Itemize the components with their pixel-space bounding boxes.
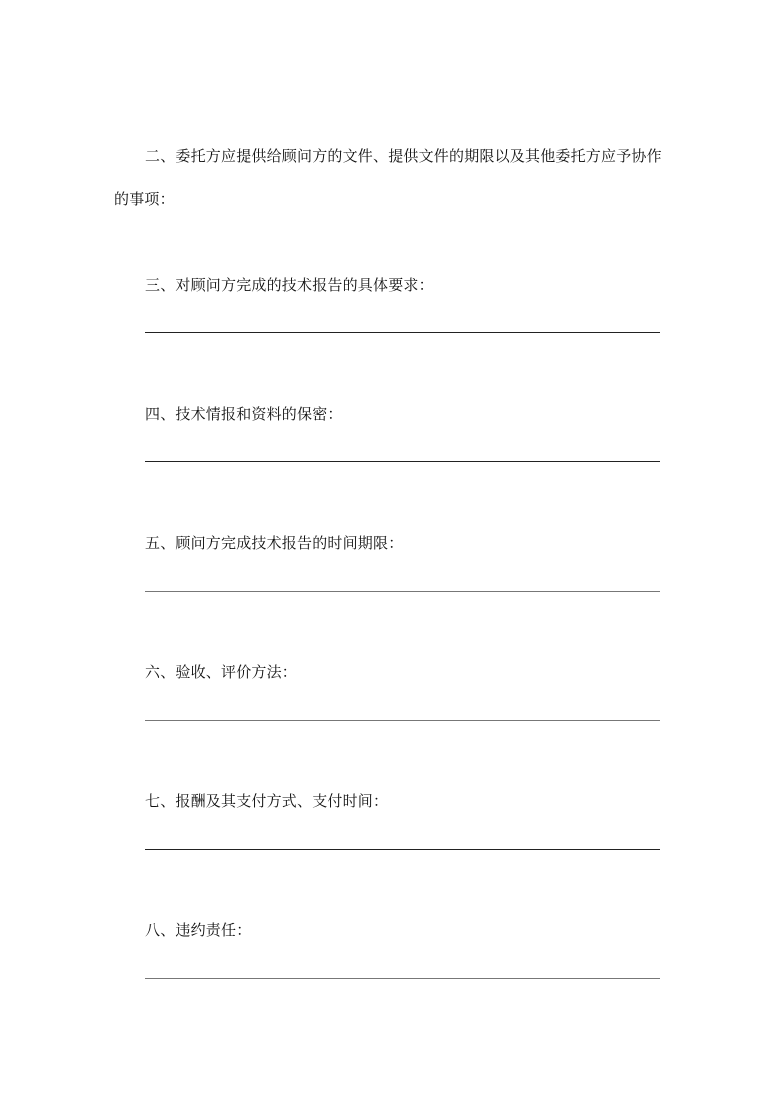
section-7-answer-line xyxy=(145,849,660,850)
section-2-text-line-2: 的事项： xyxy=(114,190,175,208)
section-8-heading: 八、违约责任： xyxy=(145,921,252,939)
section-3-heading: 三、对顾问方完成的技术报告的具体要求： xyxy=(145,276,434,294)
section-7-heading: 七、报酬及其支付方式、支付时间： xyxy=(145,792,389,810)
section-8-answer-line xyxy=(145,978,660,979)
section-5-answer-line xyxy=(145,591,660,592)
section-4-answer-line xyxy=(145,461,660,462)
section-2-text-line-1: 二、委托方应提供给顾问方的文件、提供文件的期限以及其他委托方应予协作 xyxy=(145,147,662,165)
section-4-heading: 四、技术情报和资料的保密： xyxy=(145,405,343,423)
section-6-heading: 六、验收、评价方法： xyxy=(145,663,298,681)
section-3-answer-line xyxy=(145,332,660,333)
section-5-heading: 五、顾问方完成技术报告的时间期限： xyxy=(145,534,404,552)
section-6-answer-line xyxy=(145,720,660,721)
